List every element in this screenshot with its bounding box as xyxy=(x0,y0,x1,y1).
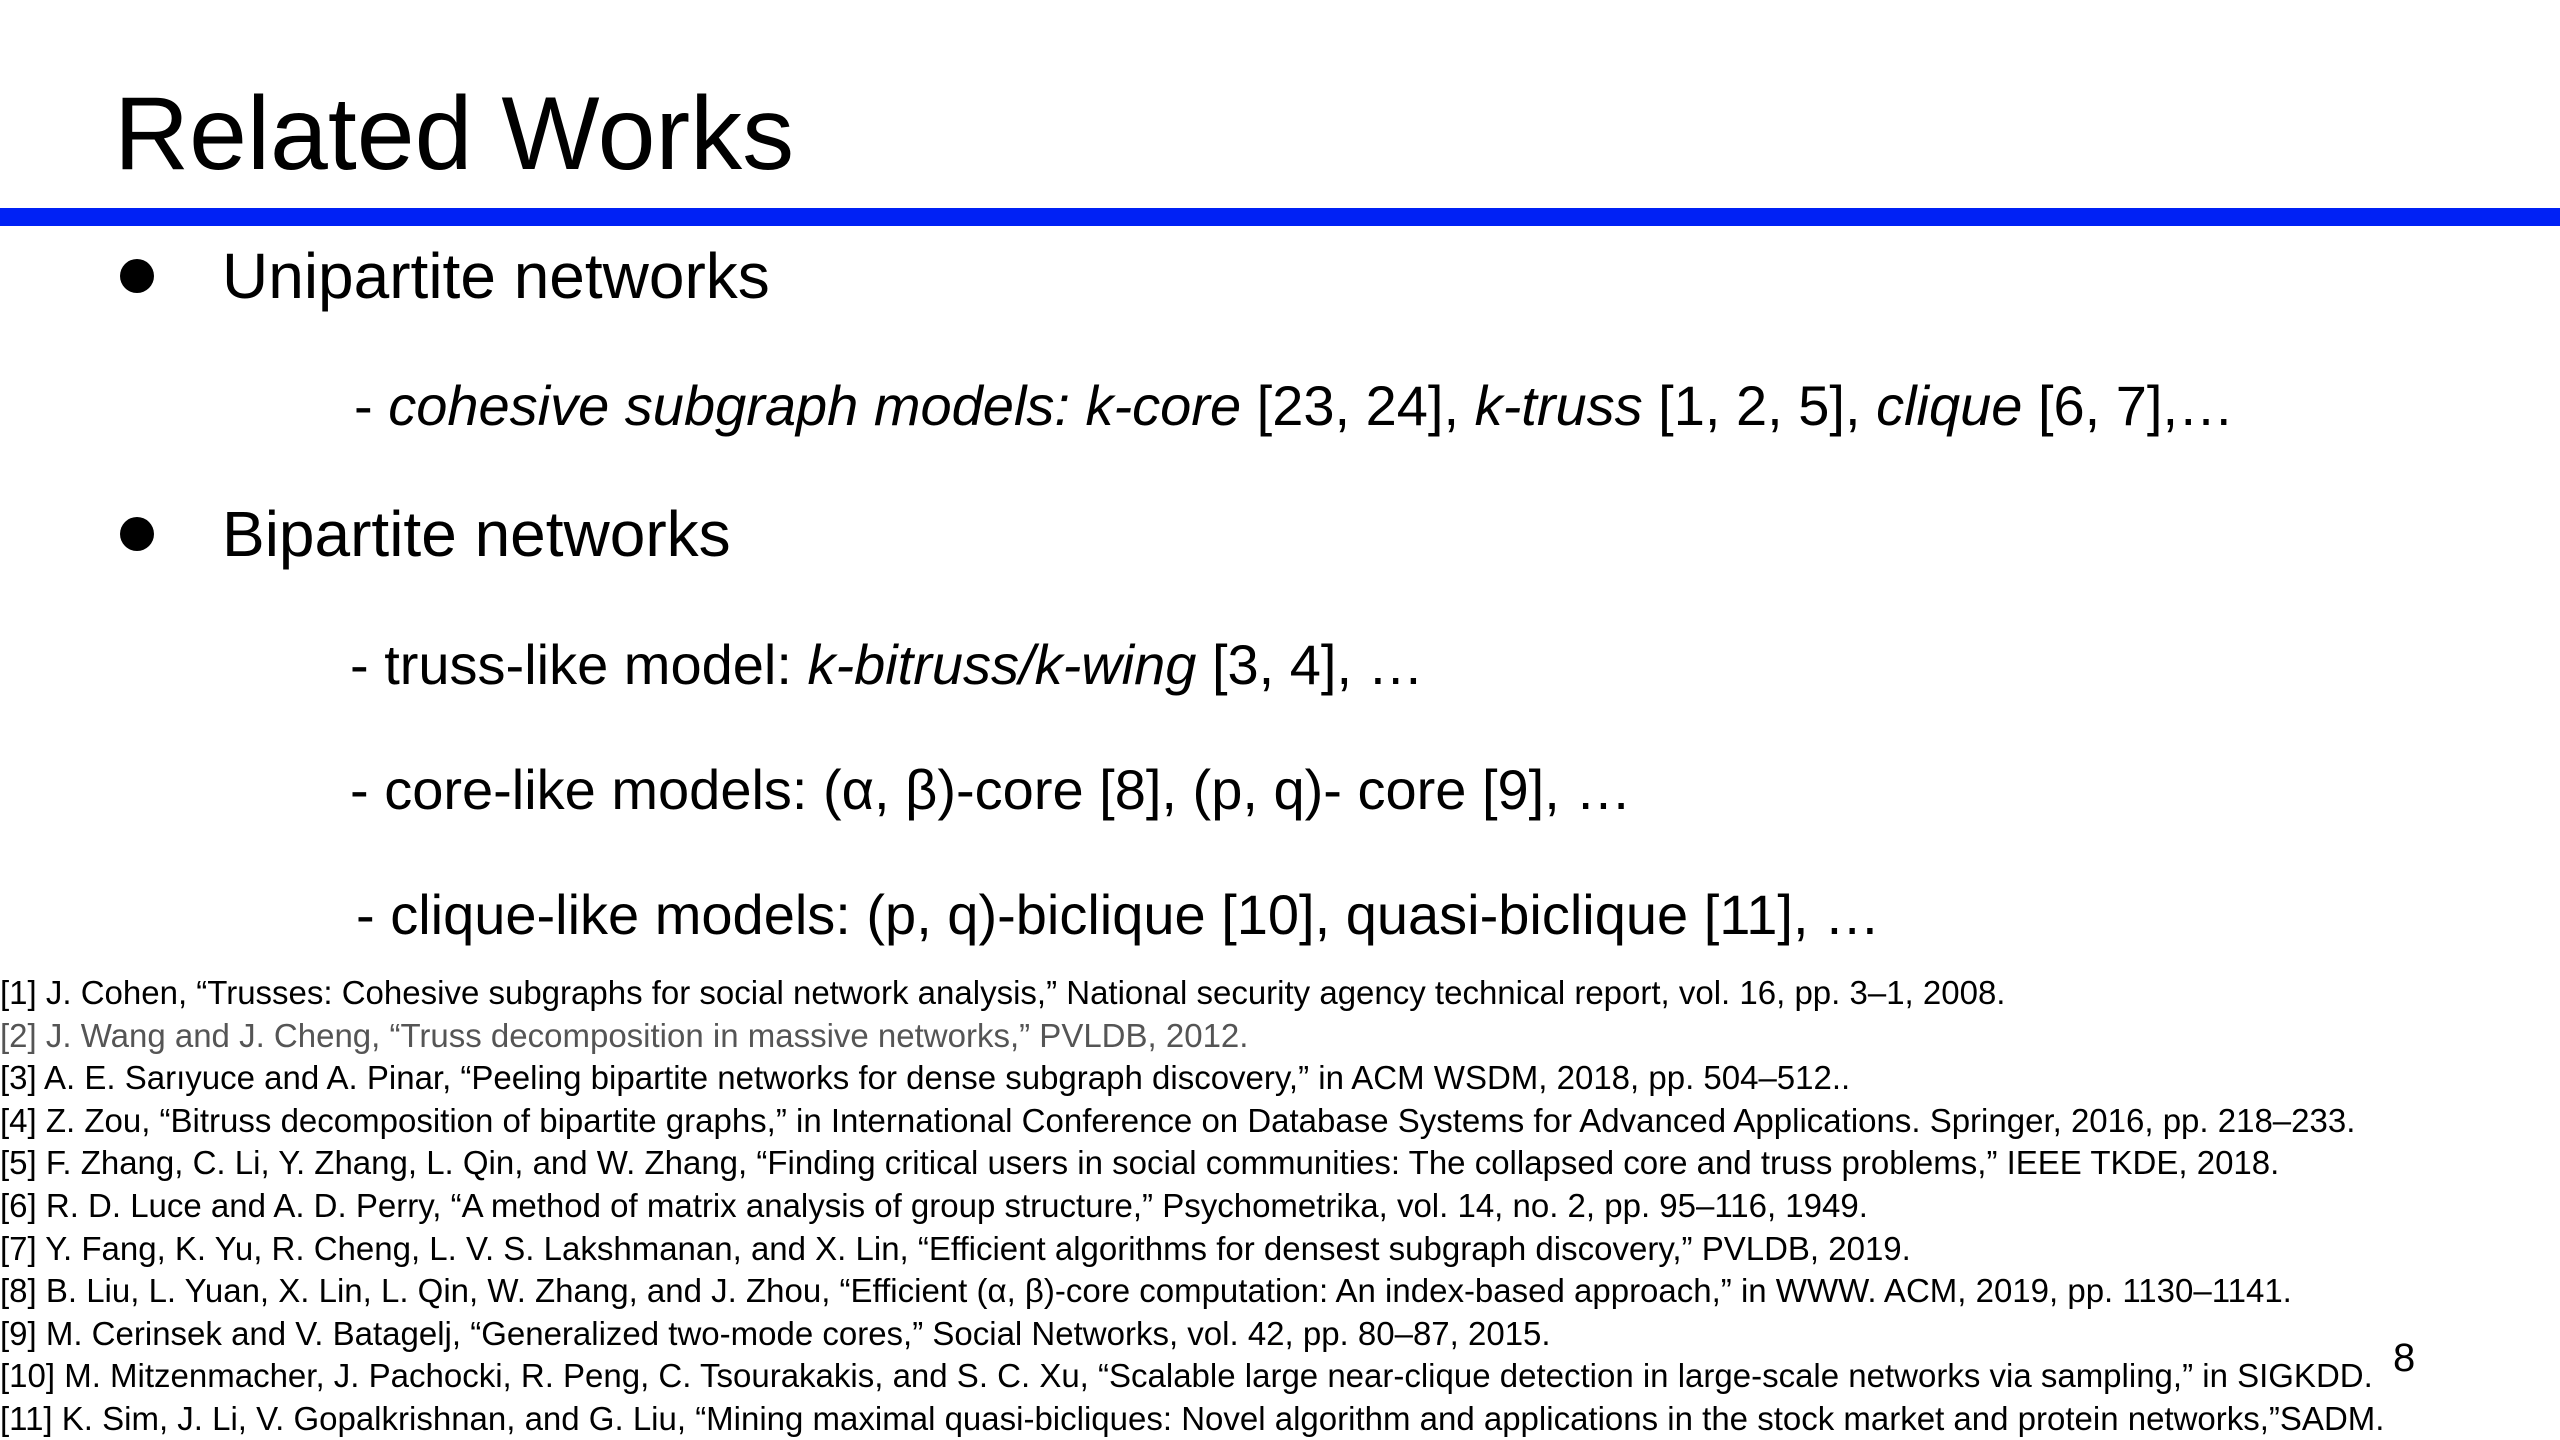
sub-point-text: [23, 24], xyxy=(1241,374,1475,437)
sub-point-text: cohesive subgraph models: k-core xyxy=(388,374,1242,437)
reference-item: [6] R. D. Luce and A. D. Perry, “A method of matrix analysis of group structure,” Psychometrika, vol. 14, no. 2, pp. 95–116, 1949. xyxy=(0,1186,1868,1224)
reference-item: [1] J. Cohen, “Trusses: Cohesive subgraphs for social network analysis,” National security agency technical report, vol. 16, pp. 3–1, 2008. xyxy=(0,974,2006,1011)
bullet-dot-icon xyxy=(120,517,154,551)
sub-point xyxy=(350,633,1424,696)
sub-point xyxy=(354,374,2235,437)
reference-item: [8] B. Liu, L. Yuan, X. Lin, L. Qin, W. Zhang, and J. Zhou, “Efficient (α, β)-core computation: An index-based approach,” in WWW. ACM, 2019, pp. 1130–1141. xyxy=(0,1272,2292,1310)
reference-item: [11] K. Sim, J. Li, V. Gopalkrishnan, and G. Liu, “Mining maximal quasi-bicliques: Novel algorithm and applications in the stock market and protein networks,”SADM. xyxy=(0,1399,2385,1437)
reference-item: [7] Y. Fang, K. Yu, R. Cheng, L. V. S. Lakshmanan, and X. Lin, “Efficient algorithms for densest subgraph discovery,” PVLDB, 2019. xyxy=(0,1229,1911,1267)
sub-point-text: clique xyxy=(1876,374,2023,437)
sub-point-text: - truss-like model: xyxy=(350,633,808,696)
reference-item: [4] Z. Zou, “Bitruss decomposition of bipartite graphs,” in International Conference on Database Systems for Advanced Applications. Springer, 2016, pp. 218–233. xyxy=(0,1101,2356,1139)
reference-item: [3] A. E. Sarıyuce and A. Pinar, “Peeling bipartite networks for dense subgraph discovery,” in ACM WSDM, 2018, pp. 504–512.. xyxy=(0,1059,1851,1097)
sub-point-text: [1, 2, 5], xyxy=(1642,374,1877,437)
bullet-unipartite xyxy=(120,236,770,316)
reference-item: [5] F. Zhang, C. Li, Y. Zhang, L. Qin, and W. Zhang, “Finding critical users in social communities: The collapsed core and truss problems,” IEEE TKDE, 2018. xyxy=(0,1144,2280,1182)
sub-point-text: k-bitruss/k-wing xyxy=(807,633,1197,696)
page-number: 8 xyxy=(2393,1336,2416,1380)
sub-point-text: - core-like models: (α, β)-core [8], (p, q)- core [9], … xyxy=(350,758,1632,821)
bullet-label: Bipartite networks xyxy=(222,498,731,570)
sub-point-text: - clique-like models: (p, q)-biclique [10], quasi-biclique [11], … xyxy=(356,883,1881,946)
slide-title: Related Works xyxy=(114,76,795,192)
sub-point-text: k-truss xyxy=(1474,374,1643,437)
reference-item: [9] M. Cerinsek and V. Batagelj, “Generalized two-mode cores,” Social Networks, vol. 42, pp. 80–87, 2015. xyxy=(0,1314,1551,1352)
reference-item: [2] J. Wang and J. Cheng, “Truss decomposition in massive networks,” PVLDB, 2012. xyxy=(0,1016,1249,1054)
reference-list xyxy=(0,972,2560,1440)
bullet-dot-icon xyxy=(120,259,154,293)
sub-point xyxy=(356,883,1881,946)
bullet-bipartite xyxy=(120,494,731,574)
reference-item: [10] M. Mitzenmacher, J. Pachocki, R. Peng, C. Tsourakakis, and S. C. Xu, “Scalable large near-clique detection in large-scale networks via sampling,” in SIGKDD. xyxy=(0,1357,2373,1395)
sub-point-text: - xyxy=(354,374,389,437)
bullet-label: Unipartite networks xyxy=(222,240,770,312)
title-divider xyxy=(0,208,2560,226)
sub-point-text: [6, 7],… xyxy=(2022,374,2235,437)
sub-point-text: [3, 4], … xyxy=(1196,633,1424,696)
sub-point xyxy=(350,758,1632,821)
